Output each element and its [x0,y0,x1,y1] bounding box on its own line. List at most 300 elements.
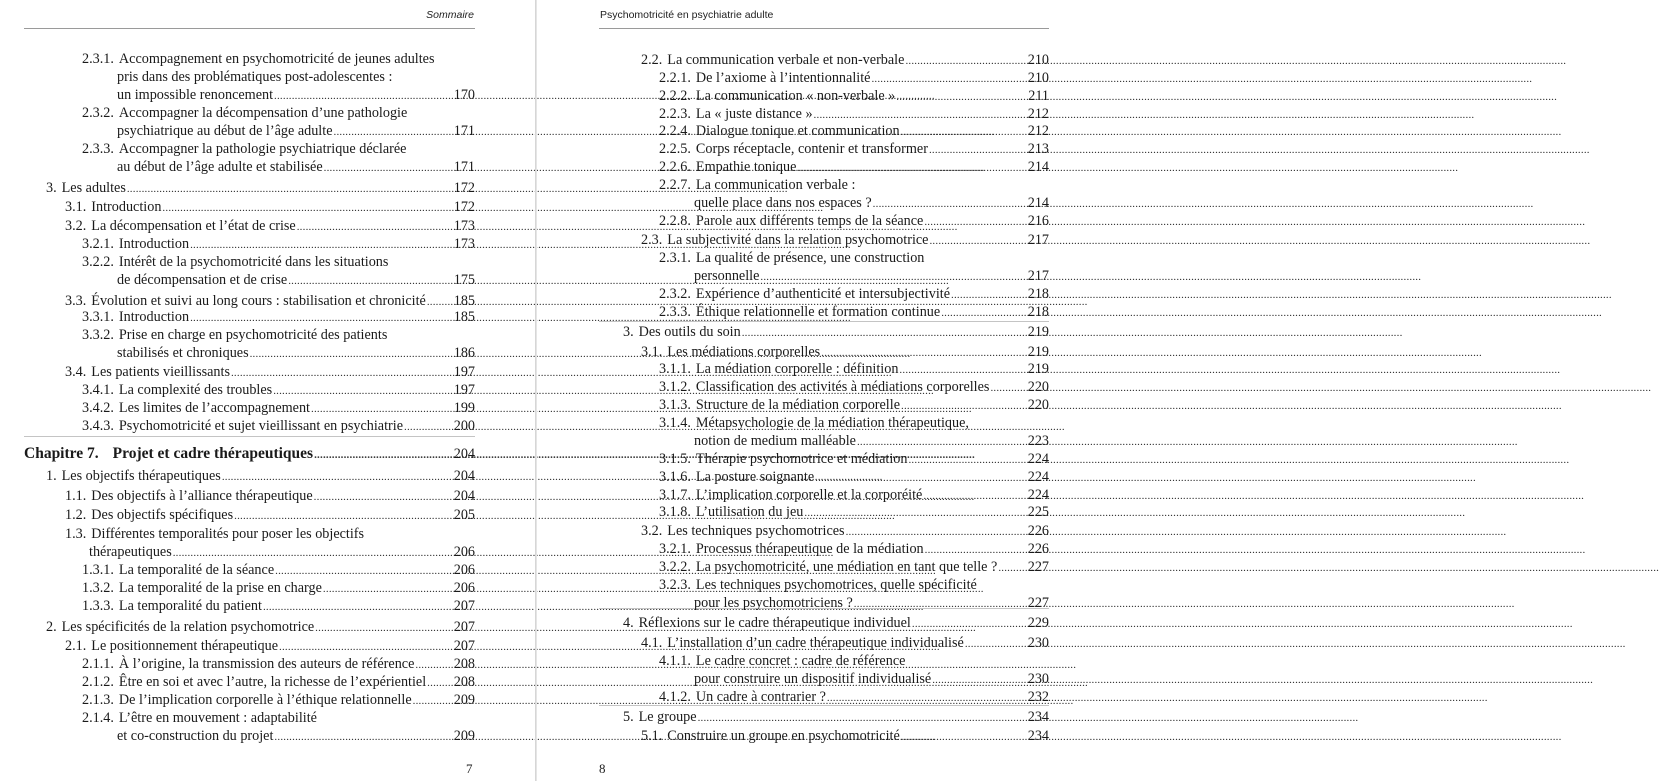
toc-page-number: 212 [1027,123,1049,139]
toc-entry-text: Évolution et suivi au long cours : stabilisation et chronicité [91,293,426,309]
dot-leader [296,218,441,236]
toc-entry-title [659,69,870,87]
dot-leader [803,504,1015,522]
toc-page-number: 208 [453,656,475,672]
toc-entry-number: 3.1.7. [659,487,691,503]
toc-entry-title [82,561,274,579]
toc-entry-title [659,249,924,267]
toc-entry [659,158,1049,177]
toc-entry-title [659,140,928,158]
toc-entry-text: La communication verbale et non-verbale [667,52,905,68]
toc-entry-title [659,87,895,105]
toc-page-number: 212 [1027,106,1049,122]
toc-entry-number: 4.1.2. [659,689,691,705]
toc-page-number: 185 [453,293,475,309]
toc-entry [65,198,475,217]
toc-entry-text: Projet et cadre thérapeutiques [112,445,314,462]
toc-entry-title [659,360,898,378]
toc-entry [694,670,1049,689]
toc-entry-text: Structure de la médiation corporelle [695,397,900,413]
toc-entry [659,652,1049,671]
toc-page-number: 224 [1027,451,1049,467]
dot-leader [895,88,1015,106]
dot-leader [989,379,1015,397]
toc-entry-text: Introduction [91,199,162,215]
toc-page-number: 214 [1027,195,1049,211]
dot-leader [940,304,1015,322]
toc-entry-text: La qualité de présence, une construction [695,250,925,266]
toc-entry-text: Différentes temporalités pour poser les objectifs [91,526,365,542]
toc-entry-title [117,271,287,289]
toc-entry-number: 3.3.2. [82,327,114,343]
toc-entry [641,522,1049,541]
toc-entry-number: 3.2.2. [659,559,691,575]
toc-entry-number: 3.1.6. [659,469,691,485]
dot-leader [826,689,1015,707]
dot-leader [322,580,441,598]
toc-page-number: 234 [1027,728,1049,744]
toc-entry-number: 3.1.8. [659,504,691,520]
toc-entry-number: 2.1.4. [82,710,114,726]
toc-entry-title [659,468,814,486]
dot-leader [870,70,1015,88]
toc-page-number: 226 [1027,541,1049,557]
toc-entry [65,363,475,382]
dot-leader [230,364,441,382]
toc-page-number: 217 [1027,232,1049,248]
toc-entry-number: 3.2.3. [659,577,691,593]
toc-entry-text: Être en soi et avec l’autre, la richesse de l’expérientiel [118,674,427,690]
toc-entry [641,634,1049,653]
toc-entry-number: 3.1.3. [659,397,691,413]
dot-leader [403,418,441,436]
toc-entry-text: Éthique relationnelle et formation continue [695,304,941,320]
toc-entry [117,158,475,177]
dot-leader [907,451,1015,469]
toc-entry-text: Un cadre à contrarier ? [695,689,826,705]
toc-entry-title [694,594,853,612]
toc-entry-title [694,194,872,212]
toc-page-number: 225 [1027,504,1049,520]
toc-page-number: 227 [1027,595,1049,611]
toc-entry-number: 1.3. [65,526,87,542]
toc-entry-title [82,50,435,68]
toc-page-number: 204 [453,488,475,504]
toc-entry-text: stabilisés et chroniques [117,345,249,361]
toc-entry-text: Introduction [118,236,190,252]
toc-entry [24,445,475,464]
toc-entry-title [65,506,233,524]
toc-entry-number: 2.2.8. [659,213,691,229]
toc-entry-text: La posture soignante [695,469,815,485]
toc-page-number: 216 [1027,213,1049,229]
table-of-contents [537,0,1071,781]
toc-entry [82,381,475,400]
page-number: 8 [599,761,606,776]
toc-page-number: 171 [453,159,475,175]
toc-entry [659,468,1049,487]
toc-entry [117,271,475,290]
toc-page-number: 213 [1027,141,1049,157]
toc-entry-text: Intérêt de la psychomotricité dans les situations [118,254,389,270]
dot-leader [900,123,1015,141]
toc-page-number: 207 [453,598,475,614]
toc-entry-title [641,522,845,540]
toc-entry [82,326,475,345]
toc-entry-text: Le positionnement thérapeutique [91,638,279,654]
section-divider [24,436,475,437]
toc-entry-text: Les spécificités de la relation psychomotrice [61,619,315,635]
toc-entry-number: 2.2. [641,52,663,68]
toc-entry-text: La complexité des troubles [118,382,273,398]
toc-page-number: 224 [1027,487,1049,503]
toc-page-number: 220 [1027,397,1049,413]
toc-entry-title [24,445,313,463]
toc-entry-number: 3.2.1. [82,236,114,252]
toc-entry-number: 3.1. [641,344,663,360]
toc-entry [65,637,475,656]
toc-entry-text: de décompensation et de crise [117,272,288,288]
toc-entry [694,267,1049,286]
toc-page-number: 218 [1027,304,1049,320]
toc-entry-title [623,614,911,632]
toc-entry-number: 4.1.1. [659,653,691,669]
toc-entry [82,417,475,436]
toc-entry-title [82,235,189,253]
dot-leader [323,159,441,177]
toc-entry-text: un impossible renoncement [117,87,274,103]
toc-entry-title [659,158,796,176]
toc-entry-text: Les techniques psychomotrices, quelle spécificité [695,577,977,593]
toc-entry-title [82,691,412,709]
dot-leader [189,309,441,327]
dot-leader [313,446,441,464]
toc-entry-number: 2.2.4. [659,123,691,139]
toc-entry-number: 2.3.3. [82,141,114,157]
toc-entry [659,303,1049,322]
toc-entry-number: 2. [46,619,57,635]
dot-leader [273,87,441,105]
toc-entry-number: 3. [623,324,634,340]
toc-entry [659,540,1049,559]
toc-entry-title [65,525,364,543]
toc-entry [82,655,475,674]
page-number: 7 [466,761,473,776]
toc-entry [117,727,475,746]
toc-entry-title [659,285,950,303]
toc-entry [641,727,1049,746]
toc-entry-title [82,399,310,417]
dot-leader [931,671,1015,689]
toc-entry-title [117,727,273,745]
toc-entry-text: Prise en charge en psychomotricité des patients [118,327,388,343]
dot-leader [314,619,441,637]
dot-leader [274,562,441,580]
dot-leader [856,433,1015,451]
dot-leader [964,635,1015,653]
toc-entry-number: 1.3.3. [82,598,114,614]
toc-entry-number: 2.1.2. [82,674,114,690]
toc-entry-text: Métapsychologie de la médiation thérapeutique, [695,415,969,431]
toc-entry-text: Le cadre concret : cadre de référence [695,653,906,669]
toc-entry-number: 4. [623,615,634,631]
dot-leader [249,345,441,363]
toc-entry-text: Dialogue tonique et communication [695,123,900,139]
toc-entry-number: 2.1. [65,638,87,654]
toc-entry-title [65,217,296,235]
toc-entry-text: Les limites de l’accompagnement [118,400,310,416]
toc-entry [641,231,1049,250]
toc-entry [82,597,475,616]
toc-entry [82,691,475,710]
toc-entry-title [659,503,803,521]
toc-entry-title [641,231,928,249]
toc-entry-text: quelle place dans nos espaces ? [694,195,872,211]
toc-entry [659,576,1049,595]
toc-entry [623,323,1049,342]
toc-entry-title [117,86,273,104]
toc-page-number: 209 [453,692,475,708]
toc-page-number: 224 [1027,469,1049,485]
toc-entry [89,543,475,562]
dot-leader [697,709,1015,727]
toc-entry-number: 3.1.1. [659,361,691,377]
toc-entry-text: Expérience d’authenticité et intersubjectivité [695,286,951,302]
toc-page-number: 219 [1027,361,1049,377]
toc-entry-text: La communication « non-verbale » [695,88,896,104]
toc-entry-number: 1.2. [65,507,87,523]
dot-leader [928,232,1015,250]
toc-entry [659,140,1049,159]
toc-entry-number: 3.4. [65,364,87,380]
toc-entry-text: Les techniques psychomotrices [667,523,845,539]
toc-entry-title [641,727,900,745]
toc-page-number: 206 [453,544,475,560]
toc-page-number: 229 [1027,615,1049,631]
dot-leader [172,544,441,562]
toc-entry [659,414,1049,433]
toc-entry-number: 3.3.1. [82,309,114,325]
toc-entry-text: psychiatrique au début de l’âge adulte [117,123,333,139]
toc-page-number: 230 [1027,671,1049,687]
toc-entry [65,487,475,506]
toc-entry [82,579,475,598]
toc-entry [82,104,475,123]
toc-entry-title [117,344,249,362]
toc-page-number: 232 [1027,689,1049,705]
toc-entry [659,558,1049,577]
toc-entry-text: La psychomotricité, une médiation en tant que telle ? [695,559,998,575]
toc-entry-text: La communication verbale : [695,177,856,193]
toc-entry-text: L’être en mouvement : adaptabilité [118,710,317,726]
dot-leader [189,236,441,254]
toc-entry-title [46,618,314,636]
toc-entry-text: Parole aux différents temps de la séance [695,213,924,229]
toc-page-number: 207 [453,619,475,635]
toc-entry [659,378,1049,397]
toc-entry-title [659,688,826,706]
toc-entry-title [82,709,317,727]
toc-page-number: 197 [453,364,475,380]
toc-entry-title [659,378,989,396]
toc-entry-number: 3.2.1. [659,541,691,557]
dot-leader [233,507,441,525]
dot-leader [414,656,441,674]
toc-entry-title [65,198,161,216]
toc-entry-number: 3.2. [65,218,87,234]
dot-leader [310,400,441,418]
toc-entry-text: Des outils du soin [638,324,741,340]
toc-page-number: 172 [453,180,475,196]
toc-entry-number: 3.1.2. [659,379,691,395]
toc-entry-text: Classification des activités à médiations corporelles [695,379,990,395]
toc-entry-text: La temporalité du patient [118,598,262,614]
toc-entry-text: Processus thérapeutique de la médiation [695,541,924,557]
toc-entry-text: La « juste distance » [695,106,813,122]
toc-entry-text: L’utilisation du jeu [695,504,804,520]
toc-entry-number: 2.2.5. [659,141,691,157]
toc-page-number: 205 [453,507,475,523]
toc-entry-number: 3.3. [65,293,87,309]
toc-entry-title [659,303,940,321]
toc-entry-number: 2.2.7. [659,177,691,193]
toc-entry-title [623,323,741,341]
toc-entry-number: Chapitre 7. [24,445,99,462]
toc-entry-number: 3.2. [641,523,663,539]
toc-entry-title [659,486,922,504]
toc-entry-title [659,105,813,123]
toc-entry-title [623,708,697,726]
dot-leader [997,559,1015,577]
toc-page-number: 219 [1027,344,1049,360]
toc-entry-text: Empathie tonique [695,159,797,175]
toc-entry [659,87,1049,106]
toc-entry-text: Les patients vieillissants [91,364,230,380]
toc-entry-text: Accompagner la pathologie psychiatrique déclarée [118,141,407,157]
toc-page-number: 211 [1028,88,1049,104]
toc-page-number: 175 [453,272,475,288]
toc-page-number: 220 [1027,379,1049,395]
dot-leader [126,180,441,198]
toc-entry-text: Psychomotricité et sujet vieillissant en psychiatrie [118,418,404,434]
toc-entry-text: pour construire un dispositif individualisé [694,671,932,687]
toc-entry [694,432,1049,451]
dot-leader [853,595,1015,613]
toc-entry-title [694,432,856,450]
toc-page-number: 172 [453,199,475,215]
toc-entry-text: Corps réceptacle, contenir et transformer [695,141,928,157]
toc-entry [659,360,1049,379]
toc-entry-text: À l’origine, la transmission des auteurs de référence [118,656,415,672]
toc-entry [82,399,475,418]
toc-entry-title [117,122,333,140]
dot-leader [900,397,1015,415]
toc-entry-title [65,487,313,505]
toc-page-number: 200 [453,418,475,434]
dot-leader [900,728,1015,746]
table-of-contents [0,0,535,781]
toc-entry-title [659,540,924,558]
toc-entry-text: De l’implication corporelle à l’éthique relationnelle [118,692,412,708]
toc-entry-text: notion de medium malléable [694,433,856,449]
toc-entry-title [82,673,426,691]
toc-entry-title [82,253,388,271]
toc-entry [659,249,1049,268]
dot-leader [845,523,1015,541]
toc-entry [46,618,475,637]
toc-entry-text: L’installation d’un cadre thérapeutique individualisé [667,635,964,651]
toc-entry-number: 2.3.3. [659,304,691,320]
toc-entry [82,561,475,580]
toc-entry-number: 2.1.3. [82,692,114,708]
toc-entry-number: 2.2.2. [659,88,691,104]
dot-leader [759,268,1015,286]
dot-leader [333,123,442,141]
toc-entry-title [641,51,904,69]
toc-entry-text: Accompagnement en psychomotricité de jeunes adultes [118,51,435,67]
toc-entry [659,176,1049,195]
toc-page-number: 173 [453,218,475,234]
toc-entry-title [82,140,406,158]
toc-page-number: 197 [453,382,475,398]
toc-page-number: 171 [453,123,475,139]
toc-entry-text: Thérapie psychomotrice et médiation [695,451,908,467]
toc-entry-title [659,652,905,670]
running-head: Sommaire [426,9,474,21]
toc-entry [694,194,1049,213]
toc-entry-title [659,576,977,594]
toc-entry-text: et co-construction du projet [117,728,274,744]
toc-entry-number: 1.3.2. [82,580,114,596]
toc-entry-text: Introduction [118,309,190,325]
toc-entry [659,285,1049,304]
dot-leader [412,692,441,710]
toc-entry [117,122,475,141]
toc-entry-title [82,326,387,344]
toc-entry-number: 1.1. [65,488,87,504]
toc-entry-text: De l’axiome à l’intentionnalité [695,70,871,86]
toc-entry-number: 3.4.2. [82,400,114,416]
toc-entry-number: 2.3.1. [659,250,691,266]
toc-entry [659,688,1049,707]
toc-entry [117,344,475,363]
toc-page-number: 199 [453,400,475,416]
toc-entry [82,308,475,327]
toc-page-number: 218 [1027,286,1049,302]
toc-page-number: 226 [1027,523,1049,539]
toc-entry-text: La temporalité de la séance [118,562,275,578]
toc-entry [82,709,475,728]
toc-entry-number: 2.2.3. [659,106,691,122]
toc-entry-text: Les médiations corporelles [667,344,821,360]
toc-entry-text: Réflexions sur le cadre thérapeutique individuel [638,615,911,631]
toc-page-number: 207 [453,638,475,654]
toc-entry-number: 3.1.4. [659,415,691,431]
dot-leader [287,272,441,290]
toc-entry-number: 1.3.1. [82,562,114,578]
toc-entry [659,450,1049,469]
left-page [0,0,535,781]
dot-leader [221,468,441,486]
dot-leader [924,541,1015,559]
toc-page-number: 206 [453,580,475,596]
right-page [537,0,1071,781]
toc-page-number: 217 [1027,268,1049,284]
toc-entry-number: 2.2.6. [659,159,691,175]
toc-entry-text: thérapeutiques [89,544,172,560]
dot-leader [923,213,1015,231]
toc-entry [623,708,1049,727]
